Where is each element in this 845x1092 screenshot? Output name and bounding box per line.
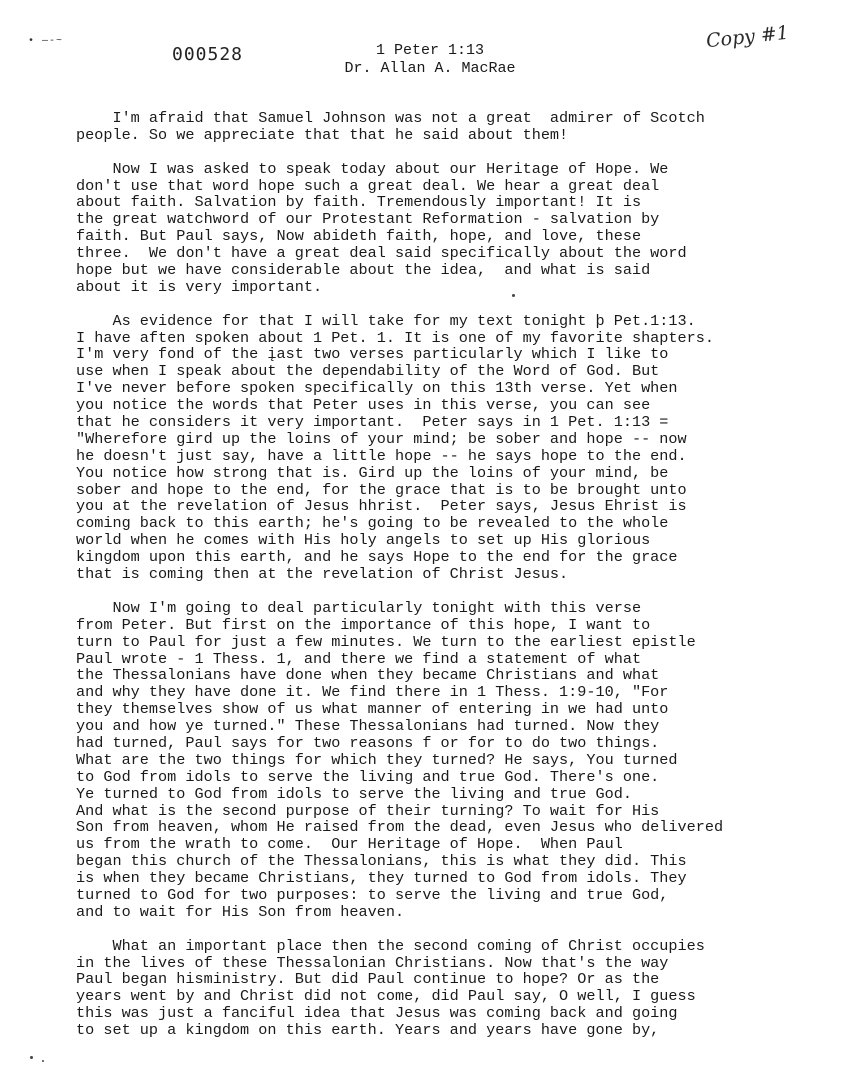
text-line: And what is the second purpose of their turning? To wait for His [76,801,660,820]
text-line: Paul wrote - 1 Thess. 1, and there we find a statement of what [76,649,642,668]
document-header [330,42,530,78]
text-line: to God from idols to serve the living and true God. There's one. [76,767,660,786]
text-line: use when I speak about the dependability of the Word of God. But [76,362,660,381]
author-name: Dr. Allan A. MacRae [344,60,516,77]
text-line: What are the two things for which they turned? He says, You turned [76,750,678,769]
text-line: and why they have done it. We find there in 1 Thess. 1:9-10, "For [76,683,669,702]
text-line: Now I was asked to speak today about our Heritage of Hope. We [76,159,669,178]
text-line: I'm very fond of the įast two verses particularly which I like to [76,345,669,364]
text-line: this was just a fanciful idea that Jesus was coming back and going [76,1004,678,1023]
text-line: about it is very important. [76,277,323,296]
paragraph [76,600,796,921]
paragraph [76,938,796,1039]
text-line: the great watchword of our Protestant Reformation - salvation by [76,210,660,229]
text-line: in the lives of these Thessalonian Christians. Now that's the way [76,953,669,972]
text-line: you at the revelation of Jesus hhrist. Peter says, Jesus Ehrist is [76,497,687,516]
text-line: You notice how strong that is. Gird up the loins of your mind, be [76,463,669,482]
text-line: three. We don't have a great deal said specifically about the word [76,244,687,263]
text-line: "Wherefore gird up the loins of your mind; be sober and hope -- now [76,429,687,448]
sermon-body [76,110,796,1056]
scan-speck [512,294,515,297]
document-number: 000528 [172,44,244,65]
text-line: you and how ye turned." These Thessalonians had turned. Now they [76,717,660,736]
scripture-reference: 1 Peter 1:13 [375,42,485,59]
text-line: I have aften spoken about 1 Pet. 1. It is one of my favorite shapters. [76,328,714,347]
corner-mark: • —-~ [28,36,64,47]
text-line: Paul began hisministry. But did Paul continue to hope? Or as the [76,970,660,989]
text-line: As evidence for that I will take for my text tonight þ Pet.1:13. [76,311,696,330]
text-line: Ye turned to God from idols to serve the living and true God. [76,784,632,803]
paragraph [76,110,796,144]
text-line: don't use that word hope such a great deal. We hear a great deal [76,176,660,195]
text-line: to set up a kingdom on this earth. Years and years have gone by, [76,1021,660,1040]
text-line: turn to Paul for just a few minutes. We turn to the earliest epistle [76,632,696,651]
text-line: that is coming then at the revelation of Christ Jesus. [76,565,569,584]
text-line: hope but we have considerable about the idea, and what is said [76,261,651,280]
text-line: I'm afraid that Samuel Johnson was not a great admirer of Scotch [76,109,705,127]
text-line: turned to God for two purposes: to serve the living and true God, [76,885,669,904]
text-line: world when he comes with His holy angels to set up His glorious [76,531,651,550]
text-line: began this church of the Thessalonians, this is what they did. This [76,852,687,871]
text-line: from Peter. But first on the importance of this hope, I want to [76,615,651,634]
text-line: the Thessalonians have done when they became Christians and what [76,666,660,685]
text-line: kingdom upon this earth, and he says Hope to the end for the grace [76,548,678,567]
text-line: Now I'm going to deal particularly tonight with this verse [76,598,642,617]
paragraph [76,313,796,583]
text-line: Son from heaven, whom He raised from the dead, even Jesus who delivered [76,818,724,837]
text-line: is when they became Christians, they turned to God from idols. They [76,869,687,888]
text-line: you notice the words that Peter uses in this verse, you can see [76,396,651,415]
scan-speck [42,1060,44,1062]
text-line: years went by and Christ did not come, did Paul say, O well, I guess [76,987,696,1006]
text-line: coming back to this earth; he's going to be revealed to the whole [76,514,669,533]
text-line: us from the wrath to come. Our Heritage of Hope. When Paul [76,835,623,854]
text-line: I've never before spoken specifically on this 13th verse. Yet when [76,379,678,398]
text-line: people. So we appreciate that that he said about them! [76,125,569,144]
text-line: he doesn't just say, have a little hope -- he says hope to the end. [76,446,687,465]
text-line: and to wait for His Son from heaven. [76,902,405,921]
text-line: faith. But Paul says, Now abideth faith, hope, and love, these [76,227,642,246]
scan-speck [30,1056,33,1059]
text-line: about faith. Salvation by faith. Tremendously important! It is [76,193,642,212]
text-line: they themselves show of us what manner of entering in we had unto [76,700,669,719]
handwritten-copy-note: Copy #1 [705,21,790,53]
text-line: What an important place then the second coming of Christ occupies [76,936,705,955]
text-line: sober and hope to the end, for the grace that is to be brought unto [76,480,687,499]
paragraph [76,161,796,296]
text-line: that he considers it very important. Peter says in 1 Pet. 1:13 = [76,413,669,432]
text-line: had turned, Paul says for two reasons f or for to do two things. [76,733,660,752]
